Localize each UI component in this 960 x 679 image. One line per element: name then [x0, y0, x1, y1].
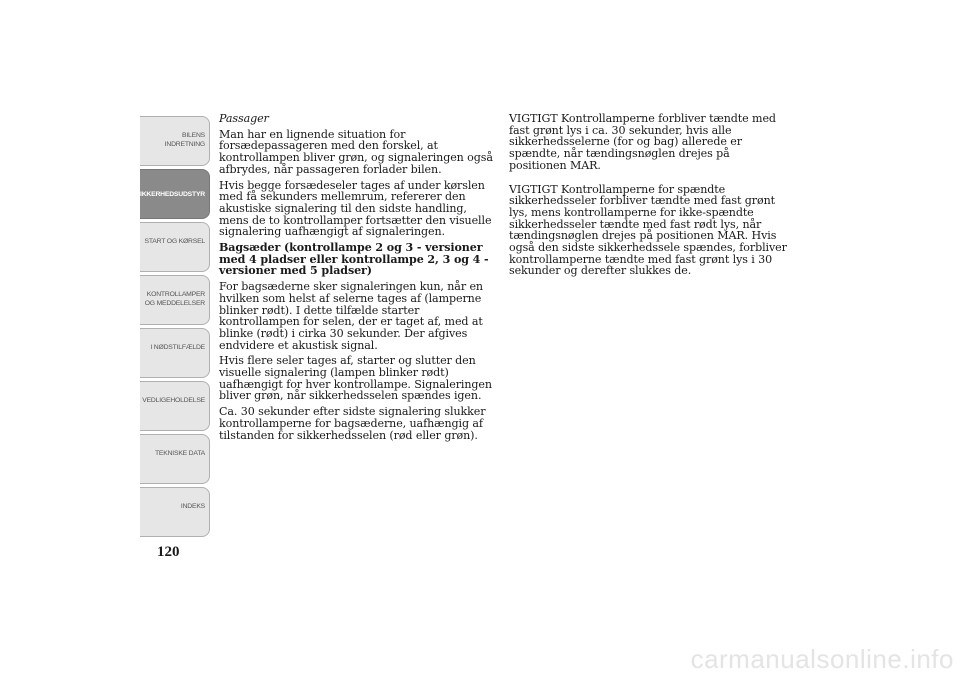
- tab-label: BILENS: [182, 132, 205, 139]
- tab-label: START OG KØRSEL: [144, 238, 205, 245]
- important-note: VIGTIGT Kontrollamperne forbliver tændte med fast grønt lys i ca. 30 sekunder, hvis alle sikkerhedsselerne (for og bag) allerede er spændte, når tændingsnøglen drejes på positionen MAR.: [509, 112, 776, 172]
- tab-label: SIKKERHEDSUDSTYR: [135, 191, 205, 198]
- tab-label: INDRETNING: [164, 141, 205, 148]
- right-column: [509, 113, 789, 289]
- paragraph: Hvis flere seler tages af, starter og slutter den visuelle signalering (lampen blinker rødt) uafhængigt for hver kontrollampe. Signaleringen bliver grøn, når sikkerhedsselen spændes igen.: [219, 354, 492, 403]
- tab-label: VEDLIGEHOLDELSE: [142, 397, 205, 404]
- tab-tekniske-data[interactable]: [140, 434, 210, 484]
- left-column: [219, 113, 494, 445]
- page-number: 120: [157, 544, 180, 560]
- watermark: carmanualsonline.info: [690, 644, 954, 674]
- important-note: VIGTIGT Kontrollamperne for spændte sikkerhedsseler forbliver tændte med fast grønt lys, mens kontrollamperne for ikke-spændte sikkerhedsseler tændte med fast rødt lys, når tændingsnøglen drejes på positionen MAR. Hvis også den sidste sikkerhedssele spændes, forbliver kontrollamperne tændte med fast grønt lys i 30 sekunder og derefter slukkes de.: [509, 182, 787, 278]
- tab-vedligeholdelse[interactable]: [140, 381, 210, 431]
- tab-label: OG MEDDELELSER: [144, 300, 205, 307]
- tab-start-og-korsel[interactable]: [140, 222, 210, 272]
- paragraph: Hvis begge forsædeseler tages af under kørslen med få sekunders mellemrum, refererer den akustiske signalering til den sidste handling, mens de to kontrollamper fortsætter den visuelle signalering uafhængigt af signaleringen.: [219, 178, 492, 239]
- tab-label: INDEKS: [180, 503, 205, 510]
- section-heading: Passager: [219, 112, 269, 125]
- paragraph: For bagsæderne sker signaleringen kun, når en hvilken som helst af selerne tages af (lamperne blinker rødt). I dette tilfælde starter kontrollampen for selen, der er taget af, med at blinke (rødt) i cirka 30 sekunder. Der afgives endvidere et akustisk signal.: [219, 280, 483, 352]
- section-tabs: [135, 116, 210, 540]
- tab-label: TEKNISKE DATA: [154, 450, 205, 457]
- tab-label: I NØDSTILFÆLDE: [150, 344, 205, 351]
- paragraph: Man har en lignende situation for forsædepassageren med den forskel, at kontrollampen bliver grøn, og signaleringen også afbrydes, når passageren forlader bilen.: [219, 127, 493, 176]
- tab-label: KONTROLLAMPER: [146, 291, 205, 298]
- tab-kontrollamper[interactable]: [140, 275, 210, 325]
- subheading: Bagsæder (kontrollampe 2 og 3 - versioner med 4 pladser eller kontrollampe 2, 3 og 4 - versioner med 5 pladser): [219, 241, 489, 278]
- tab-indeks[interactable]: [140, 487, 210, 537]
- tab-bilens-indretning[interactable]: [140, 116, 210, 166]
- paragraph: Ca. 30 sekunder efter sidste signalering slukker kontrollamperne for bagsæderne, uafhængig af tilstanden for sikkerhedsselen (rød eller grøn).: [219, 405, 486, 442]
- tab-i-nodstilfaelde[interactable]: [140, 328, 210, 378]
- tab-sikkerhedsudstyr[interactable]: [135, 169, 210, 219]
